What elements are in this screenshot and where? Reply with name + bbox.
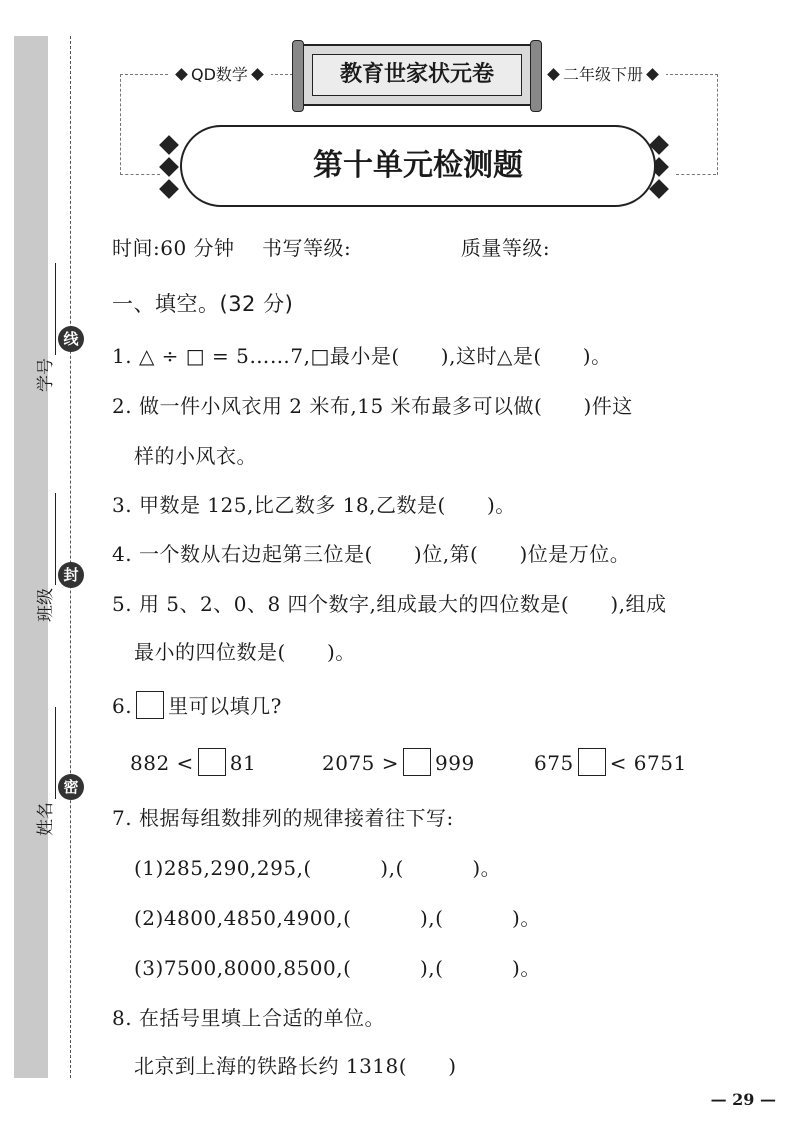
page-number: — 29 — xyxy=(710,1090,776,1109)
name-label: 姓名 xyxy=(36,802,56,836)
student-id-field[interactable] xyxy=(31,263,56,392)
question-1: 1. △ ÷ □ = 5……7,□最小是( ),这时△是( )。 xyxy=(112,344,612,368)
question-7-1: (1)285,290,295,( ),( )。 xyxy=(134,856,502,880)
grade-tag-text: 二年级下册 xyxy=(563,65,644,84)
q6-item-2-after: 999 xyxy=(435,751,475,775)
header-frame-edge-left xyxy=(120,174,160,175)
cut-line xyxy=(70,36,71,1078)
header-frame-edge-right xyxy=(676,174,716,175)
class-blank[interactable] xyxy=(41,493,56,585)
grade-tag xyxy=(540,64,666,86)
diamond-icon xyxy=(251,68,264,81)
exam-info: 时间:60 分钟 书写等级: 质量等级: xyxy=(112,236,551,260)
section-title: 一、填空。(32 分) xyxy=(112,292,294,316)
question-4: 4. 一个数从右边起第三位是( )位,第( )位是万位。 xyxy=(112,542,631,566)
class-label: 班级 xyxy=(36,588,56,622)
q6-item-3-before: 675 xyxy=(534,751,574,775)
question-5: 5. 用 5、2、0、8 四个数字,组成最大的四位数是( ),组成 xyxy=(112,592,667,616)
question-6-text: 里可以填几? xyxy=(168,694,282,718)
q6-item-2 xyxy=(322,748,475,776)
question-8: 8. 在括号里填上合适的单位。 xyxy=(112,1006,385,1030)
answer-box[interactable] xyxy=(198,748,226,776)
page-title: 第十单元检测题 xyxy=(180,125,656,207)
q6-item-1-before: 882 < xyxy=(130,751,194,775)
answer-box[interactable] xyxy=(578,748,606,776)
name-field[interactable] xyxy=(31,707,56,836)
question-2: 2. 做一件小风衣用 2 米布,15 米布最多可以做( )件这 xyxy=(112,394,633,418)
question-3: 3. 甲数是 125,比乙数多 18,乙数是( )。 xyxy=(112,493,516,517)
q6-item-3 xyxy=(534,748,687,776)
subject-tag xyxy=(168,64,271,86)
name-blank[interactable] xyxy=(41,707,56,799)
q6-item-2-before: 2075 > xyxy=(322,751,400,775)
question-8-1: 北京到上海的铁路长约 1318( ) xyxy=(134,1054,457,1078)
answer-box[interactable] xyxy=(136,691,164,719)
question-6-number: 6. xyxy=(112,694,133,718)
q6-item-1 xyxy=(130,748,256,776)
diamond-icon xyxy=(646,68,659,81)
question-6 xyxy=(112,690,282,719)
question-5-cont: 最小的四位数是( )。 xyxy=(134,640,356,664)
question-7: 7. 根据每组数排列的规律接着往下写: xyxy=(112,806,454,830)
question-2-cont: 样的小风衣。 xyxy=(134,444,257,468)
diamond-icon xyxy=(547,68,560,81)
diamond-stack-left-icon xyxy=(160,138,178,204)
question-7-2: (2)4800,4850,4900,( ),( )。 xyxy=(134,906,541,930)
answer-box[interactable] xyxy=(403,748,431,776)
binding-circle-xian: 线 xyxy=(58,326,84,352)
series-title: 教育世家状元卷 xyxy=(312,54,522,96)
class-field[interactable] xyxy=(31,493,56,622)
q6-item-3-after: < 6751 xyxy=(609,751,687,775)
question-7-3: (3)7500,8000,8500,( ),( )。 xyxy=(134,956,541,980)
binding-circle-feng: 封 xyxy=(58,562,84,588)
subject-tag-text: QD数学 xyxy=(191,65,248,84)
series-scroll-banner xyxy=(300,44,534,106)
student-id-blank[interactable] xyxy=(41,263,56,355)
student-id-label: 学号 xyxy=(36,358,56,392)
diamond-icon xyxy=(175,68,188,81)
q6-item-1-after: 81 xyxy=(229,751,257,775)
binding-circle-mi: 密 xyxy=(58,774,84,800)
